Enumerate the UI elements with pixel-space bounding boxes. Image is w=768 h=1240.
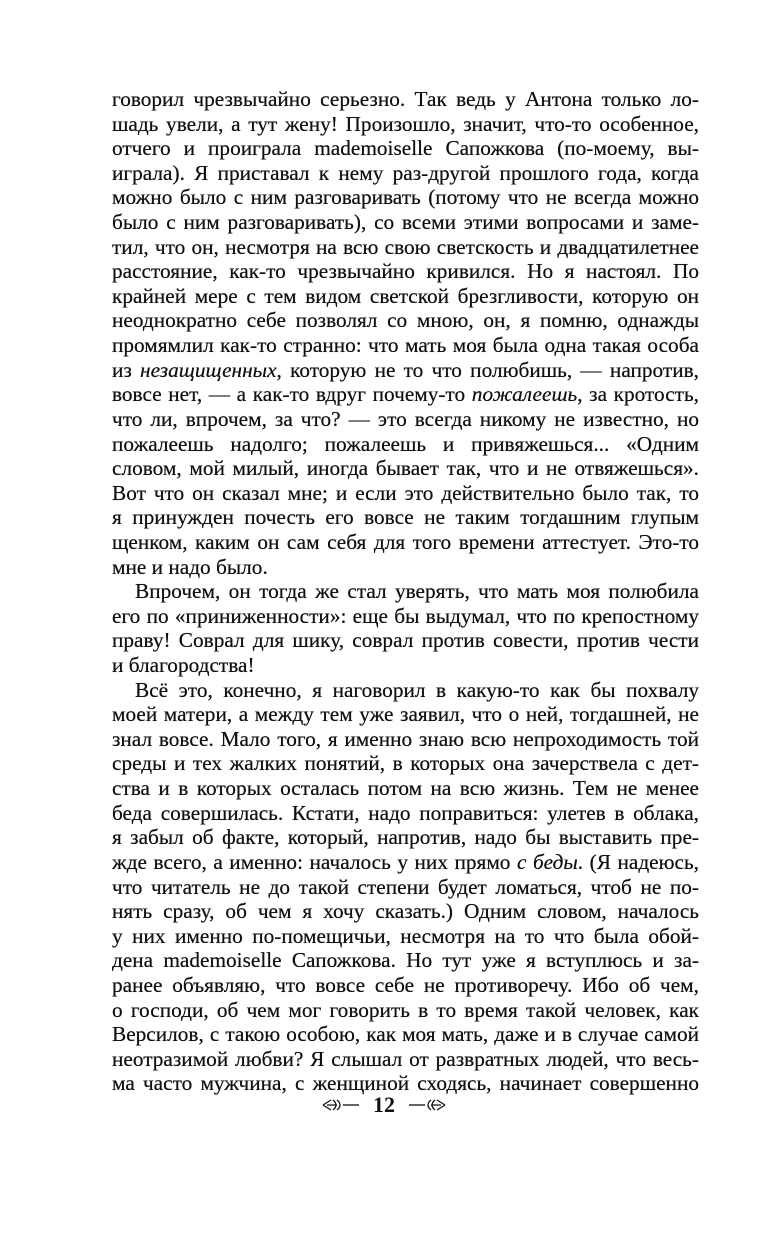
text-line [112,948,699,973]
paragraph [112,678,699,1096]
text-segment: неоднократно себе позволял со мною, он, я помню, однажды [112,308,699,333]
text-segment: . (Я надеюсь, [577,849,700,874]
text-segment: расстояние, как-то чрезвычайно кривился. Но я настоял. По [112,259,699,284]
text-segment: отчего и проиграла mademoiselle Сапожкова (по-моему, вы- [112,136,699,161]
text-segment: беда совершилась. Кстати, надо поправиться: улетев в облака, [112,800,699,825]
text-line [112,924,699,949]
text-line [112,751,699,776]
text-line [112,875,699,900]
text-segment: крайней мере с тем видом светской брезгливости, которую он [112,283,699,308]
text-line [112,456,699,481]
text-segment: , за кротость, [577,382,700,407]
text-line [112,210,699,235]
text-segment: пожалеешь надолго; пожалеешь и привяжешься... «Одним [112,431,699,456]
text-segment: говорил чрезвычайно серьезно. Так ведь у Антона только ло- [112,87,699,111]
italic-text: с беды [516,849,578,874]
text-segment: Версилов, с такою особою, как моя мать, даже и в случае самой [112,1022,699,1047]
text-line [112,579,699,604]
body-text [112,87,699,1096]
text-line [112,825,699,850]
text-line [112,235,699,260]
text-line [112,653,699,678]
text-line [112,358,699,383]
text-line [112,161,699,186]
text-segment: нять сразу, об чем я хочу сказать.) Одним словом, началось [112,899,699,924]
text-segment: и благородства! [112,653,255,678]
text-segment: Всё это, конечно, я наговорил в какую-то как бы похвалу [135,677,699,702]
text-line [112,1022,699,1047]
text-line [112,604,699,629]
text-line [112,678,699,703]
italic-text: незащищенных [140,357,277,382]
text-line [112,702,699,727]
text-segment: , которую не то что полюбишь, — напротив, [276,357,699,382]
text-segment: среды и тех жалких понятий, в которых она зачерствела с дет- [112,751,699,776]
text-segment: я забыл об факте, который, напротив, надо бы выставить пре- [112,825,699,850]
text-line [112,87,699,112]
text-segment: Вот что он сказал мне; и если это действительно было так, то [112,480,699,505]
paragraph [112,87,699,579]
text-segment: Впрочем, он тогда же стал уверять, что мать моя полюбила [135,579,699,604]
text-segment: жде всего, а именно: началось у них прямо [112,849,517,874]
text-segment: праву! Соврал для шику, соврал против совести, против чести [112,628,699,653]
text-line [112,801,699,826]
text-segment: шадь увели, а тут жену! Произошло, значит, что-то особенное, [112,111,699,136]
text-segment: что ли, впрочем, за что? — это всегда никому не известно, но [112,406,699,431]
left-fleuron-icon [321,1097,361,1113]
text-line [112,112,699,137]
text-line [112,973,699,998]
text-line [112,136,699,161]
text-segment: ма часто мужчина, с женщиной сходясь, начинает совершенно [112,1071,699,1096]
text-line [112,899,699,924]
text-line [112,308,699,333]
text-line [112,185,699,210]
text-segment: моей матери, а между тем уже заявил, что о ней, тогдашней, не [112,702,699,727]
text-line [112,530,699,555]
text-segment: о господи, об чем мог говорить в то время такой человек, как [112,997,699,1022]
text-line [112,382,699,407]
text-segment: словом, мой милый, иногда бывает так, что и не отвяжешься». [112,456,699,481]
text-line [112,284,699,309]
text-segment: тил, что он, несмотря на всю свою светскость и двадцатилетнее [112,234,699,259]
text-line [112,628,699,653]
text-segment: я принужден почесть его вовсе не таким тогдашним глупым [112,505,699,530]
text-line [112,481,699,506]
italic-text: пожалеешь [471,382,578,407]
text-segment: можно было с ним разговаривать (потому что не всегда можно [112,185,699,210]
right-fleuron-icon [407,1097,447,1113]
text-segment: что читатель не до такой степени будет ломаться, чтоб не по- [112,874,699,899]
text-segment: ранее объявляю, что вовсе себе не противоречу. Ибо об чем, [112,972,699,997]
text-segment: мне и надо было. [112,554,268,579]
page-number: 12 [373,1092,395,1117]
paragraph [112,579,699,677]
text-line [112,1047,699,1072]
text-segment: знал вовсе. Мало того, я именно знаю всю непроходимость той [112,726,699,751]
text-segment: щенком, каким он сам себя для того времени аттестует. Это-то [112,529,699,554]
text-line [112,333,699,358]
text-line [112,505,699,530]
text-line [112,555,699,580]
text-line [112,776,699,801]
text-segment: промямлил как-то странно: что мать моя была одна такая особа [112,333,699,358]
text-segment: дена mademoiselle Сапожкова. Но тут уже я вступлюсь и за- [112,948,699,973]
text-line [112,998,699,1023]
text-line [112,850,699,875]
text-segment: неотразимой любви? Я слышал от развратных людей, что весь- [112,1046,699,1071]
text-segment: было с ним разговаривать), со всеми этими вопросами и заме- [112,210,699,235]
text-line [112,432,699,457]
text-segment: ства и в которых осталась потом на всю жизнь. Тем не менее [112,776,699,801]
text-segment: его по «приниженности»: еще бы выдумал, что по крепостному [112,603,699,628]
text-line [112,407,699,432]
text-line [112,259,699,284]
text-segment: из [112,357,141,382]
text-segment: играла). Я приставал к нему раз-другой прошлого года, когда [112,160,699,185]
page-footer [0,1092,768,1118]
text-segment: вовсе нет, — а как-то вдруг почему-то [112,382,472,407]
text-segment: у них именно по-помещичьи, несмотря на то что была обой- [112,923,699,948]
text-line [112,727,699,752]
